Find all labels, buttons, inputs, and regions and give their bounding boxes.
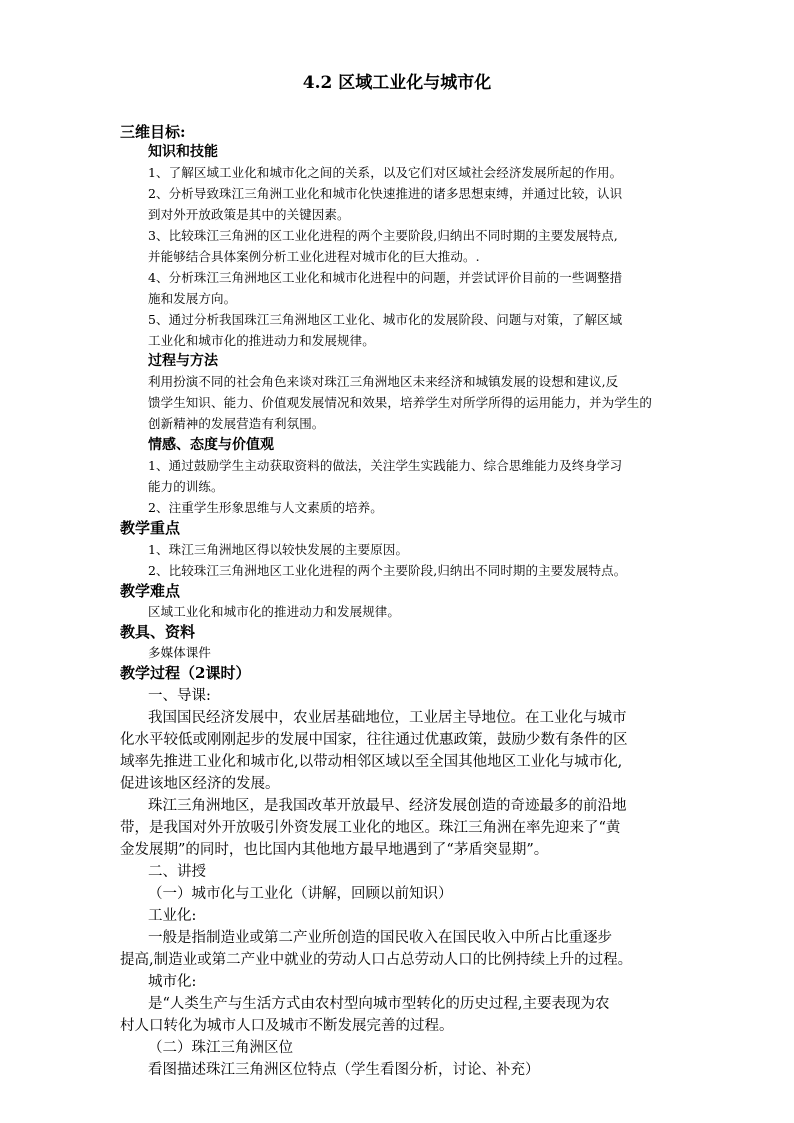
knowledge-line: 3、比较珠江三角洲的区工业化进程的两个主要阶段,归纳出不同时期的主要发展特点, — [148, 228, 618, 243]
knowledge-line: 4、分析珠江三角洲地区工业化和城市化进程中的问题，并尝试评价目前的一些调整措 — [148, 270, 623, 285]
key-point-line: 1、珠江三角洲地区得以较快发展的主要原因。 — [148, 542, 409, 557]
page-title: 4.2 区域工业化与城市化 — [302, 73, 492, 93]
knowledge-line: 施和发展方向。 — [148, 291, 237, 306]
process-line: 创新精神的发展营造有利氛围。 — [148, 416, 325, 431]
materials-heading: 教具、资料 — [120, 623, 196, 641]
emotion-heading: 情感、态度与价值观 — [148, 437, 274, 453]
urbanization-definition-line: 是“人类生产与生活方式由农村型向城市型转化的历史过程,主要表现为农 — [148, 996, 610, 1012]
knowledge-line: 1、了解区域工业化和城市化之间的关系，以及它们对区域社会经济发展所起的作用。 — [148, 165, 623, 180]
knowledge-heading: 知识和技能 — [148, 144, 218, 160]
knowledge-line: 并能够结合具体案例分析工业化进程对城市化的巨大推动。. — [148, 249, 480, 264]
knowledge-line: 工业化和城市化的推进动力和发展规律。 — [148, 333, 375, 348]
intro-paragraph-line: 域率先推进工业化和城市化,以带动相邻区域以至全国其他地区工业化与城市化, — [120, 754, 623, 770]
industrialization-label: 工业化: — [148, 908, 197, 924]
intro-paragraph-line: 金发展期”的同时，也比国内其他地方最早地遇到了“茅盾突显期”。 — [120, 842, 549, 858]
knowledge-line: 到对外开放政策是其中的关键因素。 — [148, 207, 350, 222]
procedure-last-line: 看图描述珠江三角洲区位特点（学生看图分析，讨论、补充） — [148, 1062, 540, 1078]
intro-paragraph-line: 珠江三角洲地区，是我国改革开放最早、经济发展创造的奇迹最多的前沿地 — [148, 798, 627, 814]
goals-heading: 三维目标: — [120, 123, 186, 141]
materials-line: 多媒体课件 — [148, 645, 212, 660]
difficulty-line: 区域工业化和城市化的推进动力和发展规律。 — [148, 604, 401, 619]
procedure-heading: 教学过程（2课时） — [120, 664, 251, 682]
difficulty-heading: 教学难点 — [120, 582, 181, 600]
key-points-heading: 教学重点 — [120, 519, 181, 537]
subsection-heading: （二）珠江三角洲区位 — [148, 1040, 293, 1056]
industrialization-definition-line: 一般是指制造业或第二产业所创造的国民收入在国民收入中所占比重逐步 — [148, 930, 612, 946]
urbanization-label: 城市化: — [148, 974, 197, 990]
process-line: 利用扮演不同的社会角色来谈对珠江三角洲地区未来经济和城镇发展的设想和建议,反 — [148, 374, 619, 389]
intro-paragraph-line: 促进该地区经济的发展。 — [120, 776, 280, 792]
intro-paragraph-line: 我国国民经济发展中，农业居基础地位，工业居主导地位。在工业化与城市 — [148, 710, 627, 726]
process-line: 馈学生知识、能力、价值观发展情况和效果，培养学生对所学所得的运用能力，并为学生的 — [148, 395, 653, 410]
key-point-line: 2、比较珠江三角洲地区工业化进程的两个主要阶段,归纳出不同时期的主要发展特点。 — [148, 563, 627, 578]
urbanization-definition-line: 村人口转化为城市人口及城市不断发展完善的过程。 — [120, 1018, 454, 1034]
emotion-line: 2、注重学生形象思维与人文素质的培养。 — [148, 500, 383, 515]
industrialization-definition-line: 提高,制造业或第二产业中就业的劳动人口占总劳动人口的比例持续上升的过程。 — [120, 952, 633, 968]
emotion-line: 1、通过鼓励学生主动获取资料的做法，关注学生实践能力、综合思维能力及终身学习 — [148, 458, 623, 473]
intro-paragraph-line: 化水平较低或刚刚起步的发展中国家，往往通过优惠政策，鼓励少数有条件的区 — [120, 732, 628, 748]
intro-heading: 一、导课: — [148, 688, 211, 704]
teach-heading: 二、讲授 — [148, 864, 206, 880]
knowledge-line: 5、通过分析我国珠江三角洲地区工业化、城市化的发展阶段、问题与对策，了解区域 — [148, 312, 623, 327]
emotion-line: 能力的训练。 — [148, 479, 224, 494]
knowledge-line: 2、分析导致珠江三角洲工业化和城市化快速推进的诸多思想束缚，并通过比较，认识 — [148, 186, 623, 201]
subsection-heading: （一）城市化与工业化（讲解，回顾以前知识） — [148, 886, 453, 902]
intro-paragraph-line: 带，是我国对外开放吸引外资发展工业化的地区。珠江三角洲在率先迎来了“黄 — [120, 820, 621, 836]
process-heading: 过程与方法 — [148, 353, 218, 369]
